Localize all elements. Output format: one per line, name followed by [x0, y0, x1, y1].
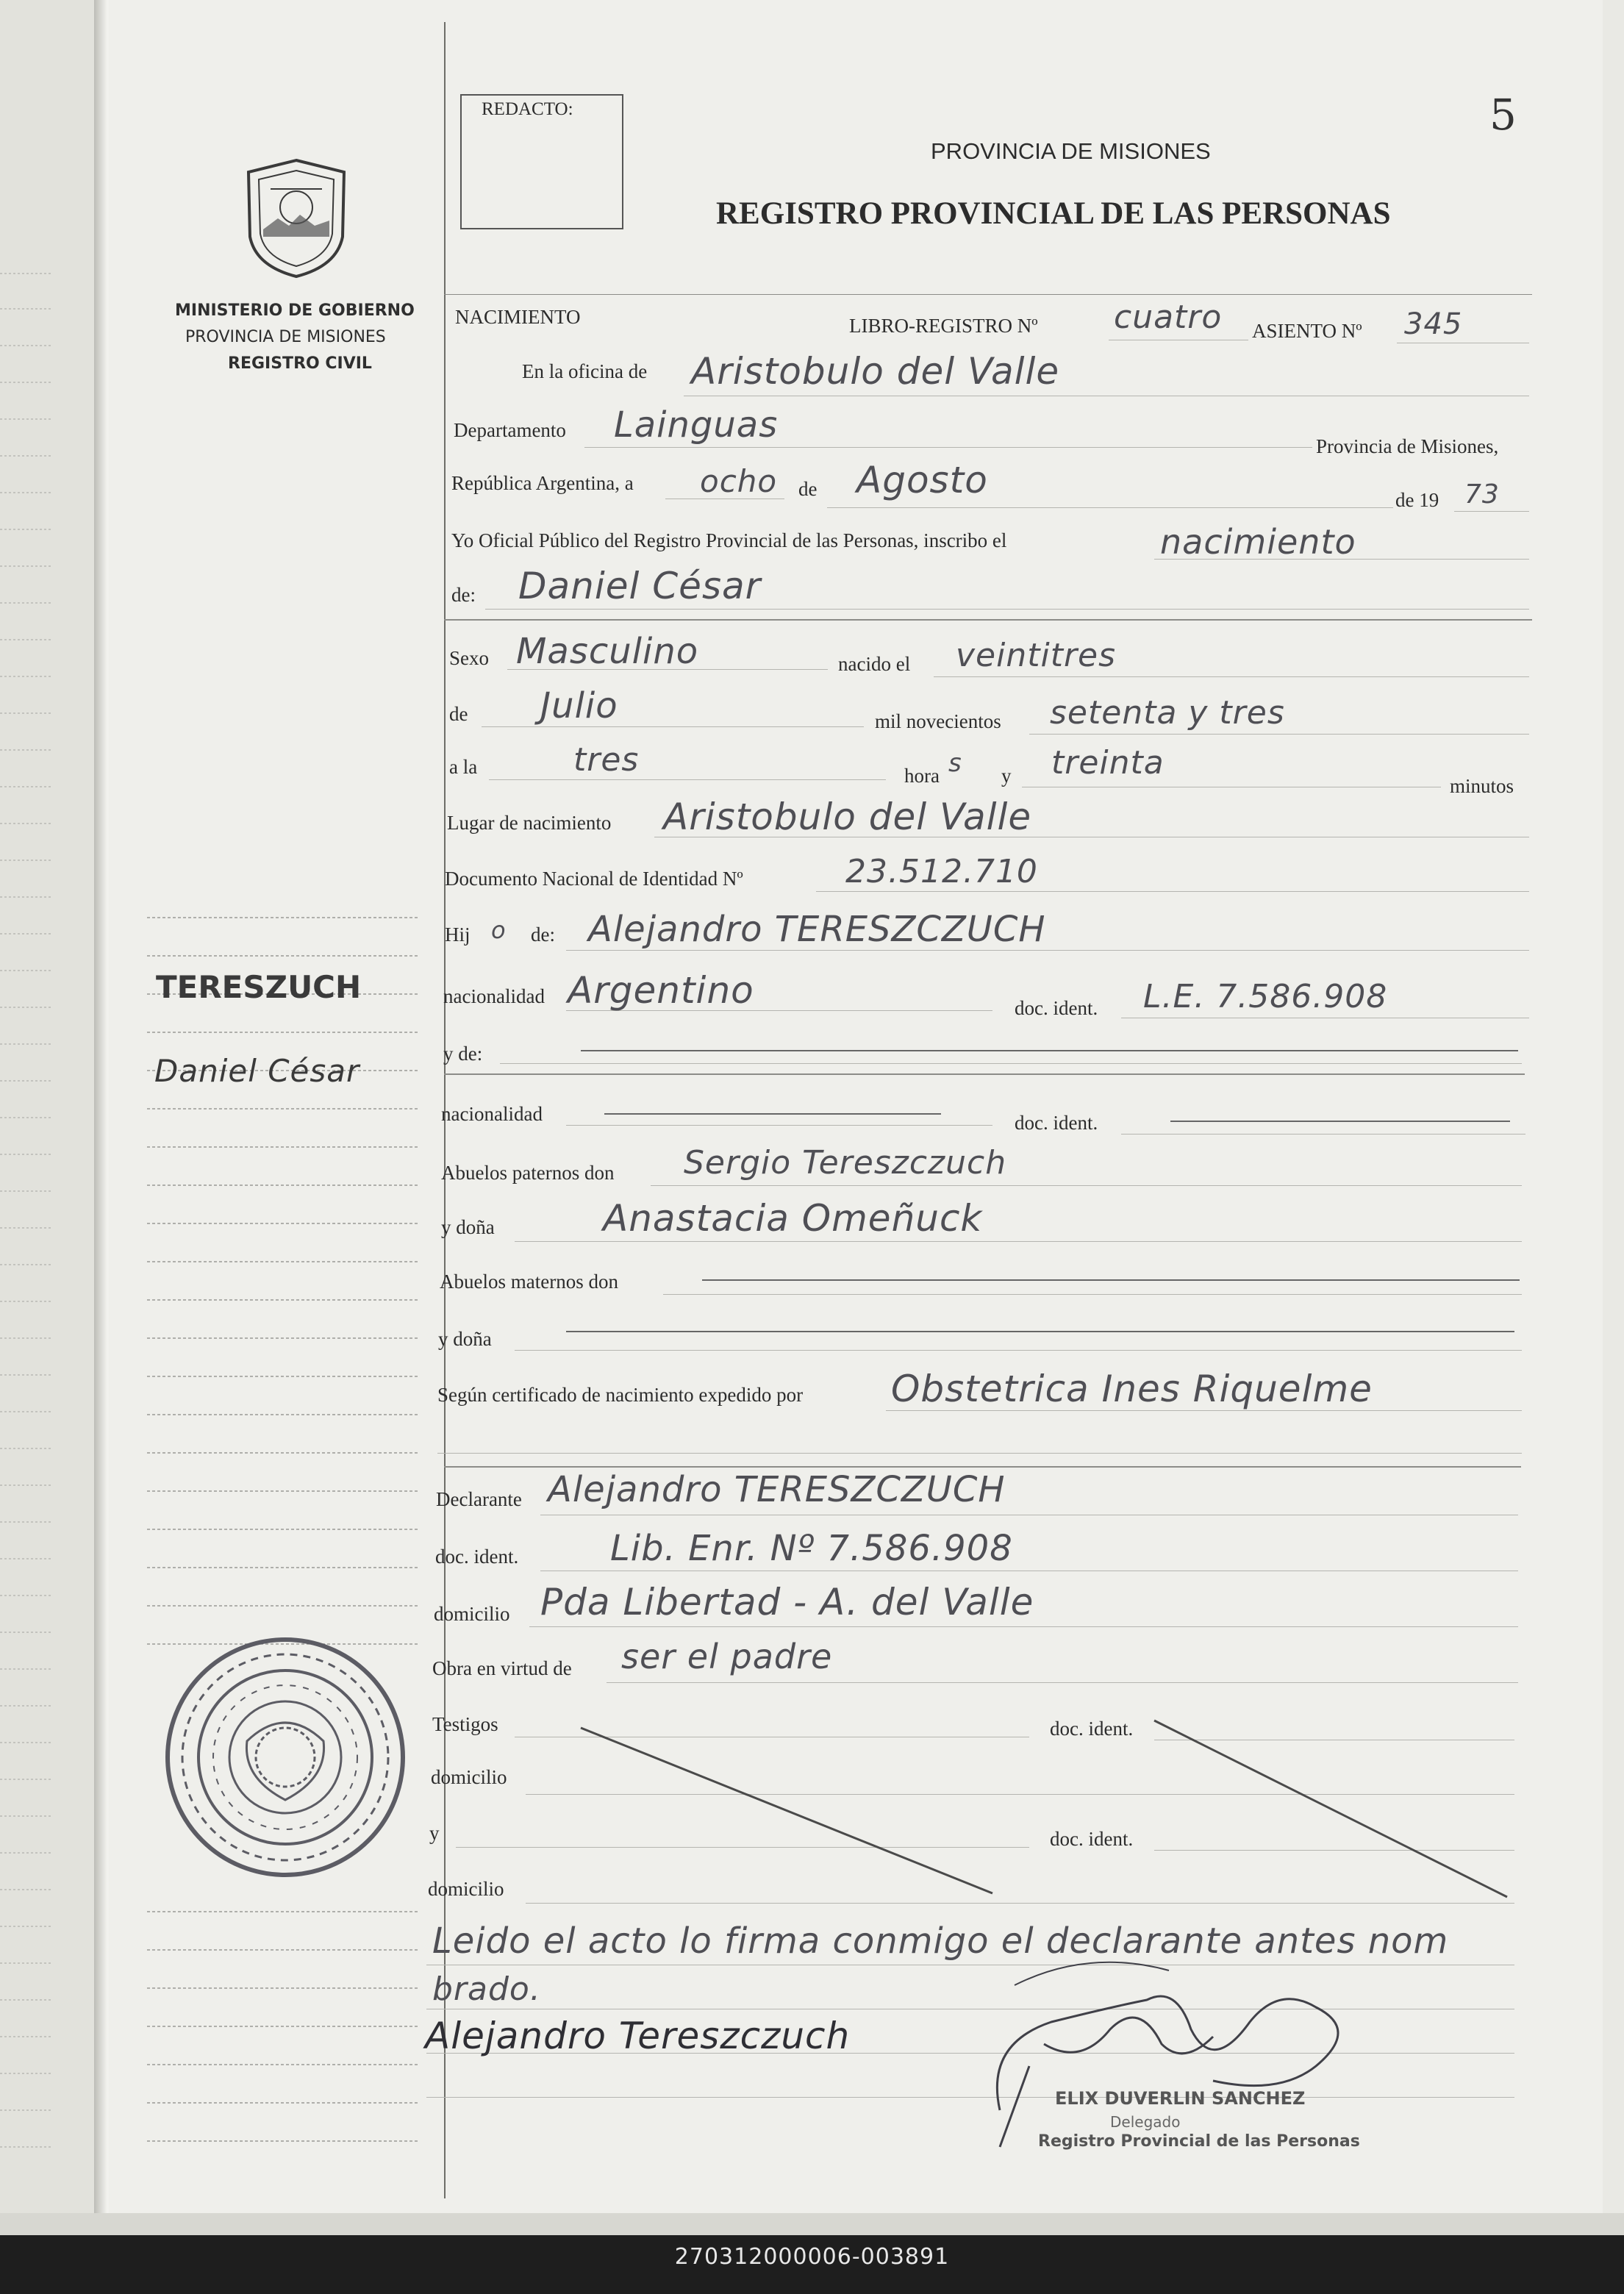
label-abuelos-paternos: Abuelos paternos don — [441, 1162, 615, 1184]
value-doc-declarante: Lib. Enr. Nº 7.586.908 — [610, 1528, 1013, 1569]
value-dia: ocho — [700, 463, 778, 499]
section-rule-1 — [444, 619, 1532, 621]
registry-seal-stamp — [159, 1631, 412, 1884]
header-province: PROVINCIA DE MISIONES — [931, 138, 1211, 164]
label-minutos: minutos — [1450, 775, 1514, 797]
label-declarante: Declarante — [436, 1488, 522, 1510]
label-nacionalidad-padre: nacionalidad — [443, 985, 545, 1007]
label-oficina: En la oficina de — [522, 360, 648, 382]
section-rule-2 — [444, 1073, 1525, 1075]
label-departamento: Departamento — [454, 419, 566, 441]
label-abuelos-maternos: Abuelos maternos don — [440, 1271, 618, 1293]
header-bottom-rule — [444, 294, 1532, 295]
value-nacido-dia: veintitres — [956, 637, 1117, 674]
value-sexo: Masculino — [516, 631, 699, 672]
strike-nacionalidad-madre — [604, 1113, 941, 1115]
value-inscribe: nacimiento — [1160, 522, 1356, 562]
section-rule-3 — [444, 1466, 1521, 1468]
sidebar-given-name: Daniel César — [154, 1053, 360, 1089]
label-de-19: de 19 — [1395, 489, 1439, 511]
label-obra: Obra en virtud de — [432, 1657, 572, 1679]
label-a-la: a la — [449, 756, 478, 778]
label-documento: Documento Nacional de Identidad Nº — [445, 868, 743, 890]
value-doc-padre: L.E. 7.586.908 — [1143, 978, 1388, 1015]
label-yo-oficial: Yo Oficial Público del Registro Provincial de las Personas, inscribo el — [451, 529, 1007, 551]
label-y-de: y de: — [443, 1043, 483, 1065]
label-de-nacido-mes: de — [449, 703, 468, 725]
label-domicilio-testigo-1: domicilio — [431, 1766, 507, 1788]
value-padre: Alejandro TERESZCZUCH — [588, 909, 1046, 950]
label-doc-ident-testigo-2: doc. ident. — [1050, 1828, 1134, 1850]
label-nacido: nacido el — [838, 653, 911, 675]
label-testigos: Testigos — [432, 1713, 498, 1735]
value-abuela-paterna: Anastacia Omeñuck — [603, 1197, 983, 1240]
label-doc-ident-declarante: doc. ident. — [435, 1546, 519, 1568]
official-name: ELIX DUVERLIN SANCHEZ — [1055, 2088, 1306, 2109]
label-doc-ident-madre: doc. ident. — [1015, 1112, 1098, 1134]
coat-of-arms-icon — [241, 156, 351, 281]
value-mes: Agosto — [856, 459, 988, 501]
label-segun: Según certificado de nacimiento expedido por — [437, 1384, 804, 1406]
value-minutos: treinta — [1051, 744, 1165, 782]
official-registry: Registro Provincial de las Personas — [1038, 2132, 1360, 2151]
declarant-signature: Alejandro Tereszczuch — [425, 2015, 851, 2057]
label-republica: República Argentina, a — [451, 472, 634, 494]
closing-line-1: Leido el acto lo firma conmigo el declarante antes nom — [432, 1920, 1449, 1962]
label-libro: LIBRO-REGISTRO Nº — [849, 315, 1038, 337]
value-hora: tres — [573, 741, 640, 779]
label-asiento: ASIENTO Nº — [1252, 320, 1362, 342]
label-y-dona-paterna: y doña — [441, 1216, 495, 1238]
sidebar-civil-registry: REGISTRO CIVIL — [228, 354, 372, 373]
value-hora-suffix: s — [948, 748, 962, 778]
value-lugar: Aristobulo del Valle — [663, 796, 1032, 838]
closing-line-2: brado. — [432, 1970, 541, 2008]
label-hijo-de: de: — [531, 923, 555, 946]
value-nombre: Daniel César — [518, 565, 762, 607]
value-certificado: Obstetrica Ines Riquelme — [891, 1368, 1373, 1410]
value-domicilio-declarante: Pda Libertad - A. del Valle — [540, 1581, 1034, 1623]
label-doc-ident-testigo-1: doc. ident. — [1050, 1718, 1134, 1740]
sidebar-province: PROVINCIA DE MISIONES — [185, 328, 386, 346]
value-departamento: Lainguas — [614, 404, 779, 446]
value-abuelo-paterno: Sergio Tereszczuch — [684, 1144, 1007, 1182]
value-nacido-anio: setenta y tres — [1050, 694, 1285, 732]
label-de-nombre: de: — [451, 584, 476, 606]
redacto-label: REDACTO: — [482, 99, 573, 119]
label-mil-novecientos: mil novecientos — [875, 710, 1001, 732]
value-hijo-suffix: o — [491, 916, 507, 944]
value-nacionalidad-padre: Argentino — [568, 969, 754, 1012]
label-y-minutos: y — [1001, 765, 1012, 787]
label-hijo: Hij — [445, 923, 471, 946]
value-dni: 23.512.710 — [845, 853, 1038, 890]
sidebar-surname: TERESZUCH — [156, 969, 362, 1005]
testigos-strike-lines — [573, 1713, 1529, 1904]
label-domicilio-testigo-2: domicilio — [428, 1878, 504, 1900]
value-declarante: Alejandro TERESZCZUCH — [548, 1469, 1006, 1510]
label-y-testigo: y — [429, 1822, 440, 1844]
label-sexo: Sexo — [449, 647, 489, 669]
strike-abuela-materna — [566, 1331, 1514, 1332]
strike-doc-madre — [1170, 1121, 1510, 1122]
page-number: 5 — [1489, 90, 1517, 140]
value-oficina: Aristobulo del Valle — [691, 350, 1060, 393]
label-nacionalidad-madre: nacionalidad — [441, 1103, 543, 1125]
strike-madre — [581, 1050, 1518, 1051]
label-de-mes: de — [798, 478, 818, 500]
footer-document-id: 270312000006-003891 — [674, 2244, 950, 2270]
label-horas: hora — [904, 765, 940, 787]
label-y-dona-materna: y doña — [438, 1328, 492, 1350]
official-role: Delegado — [1110, 2113, 1181, 2131]
value-libro: cuatro — [1114, 299, 1223, 336]
value-obra: ser el padre — [621, 1637, 833, 1676]
label-lugar: Lugar de nacimiento — [447, 812, 612, 834]
label-doc-ident-padre: doc. ident. — [1015, 997, 1098, 1019]
value-anio: 73 — [1464, 479, 1500, 510]
strike-abuelo-materno — [702, 1279, 1520, 1281]
label-domicilio-declarante: domicilio — [434, 1603, 510, 1625]
left-page-edge — [0, 0, 94, 2235]
value-asiento: 345 — [1404, 307, 1463, 341]
value-nacido-mes: Julio — [540, 685, 618, 726]
label-provincia-misiones: Provincia de Misiones, — [1316, 435, 1499, 457]
label-nacimiento: NACIMIENTO — [455, 306, 581, 328]
sidebar-ministry: MINISTERIO DE GOBIERNO — [175, 301, 415, 320]
header-registry: REGISTRO PROVINCIAL DE LAS PERSONAS — [716, 196, 1391, 231]
page-bottom-edge — [0, 2213, 1624, 2235]
